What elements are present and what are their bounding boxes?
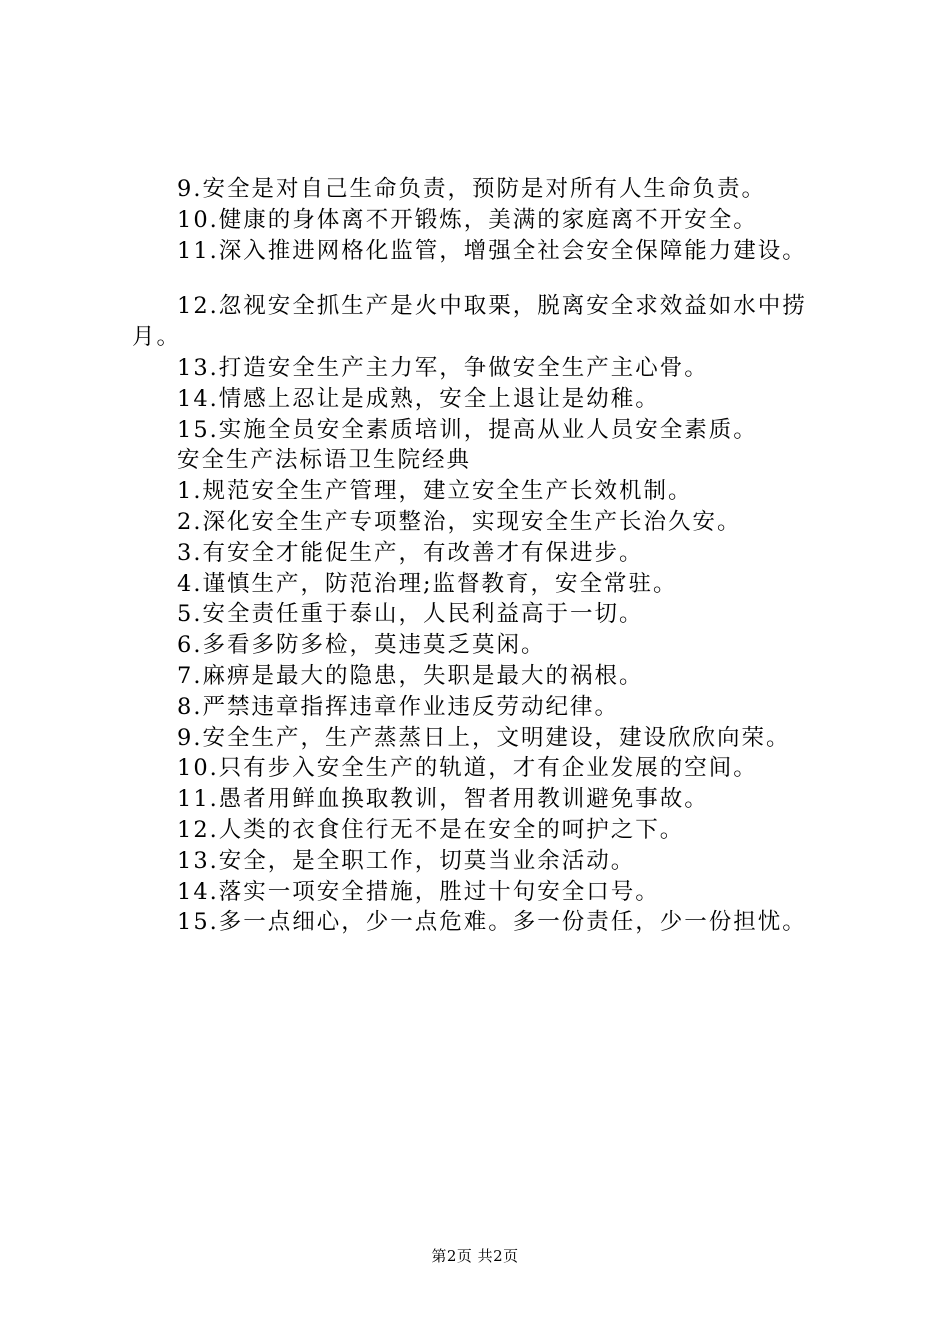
text-line: 5.安全责任重于泰山，人民利益高于一切。	[177, 601, 644, 628]
text-line: 6.多看多防多检，莫违莫乏莫闲。	[177, 632, 546, 659]
text-line: 15.实施全员安全素质培训，提高从业人员安全素质。	[177, 416, 758, 443]
text-line: 14.情感上忍让是成熟，安全上退让是幼稚。	[177, 385, 660, 412]
text-line: 13.安全，是全职工作，切莫当业余活动。	[177, 847, 636, 874]
document-body	[132, 174, 832, 938]
text-line: 9.安全生产，生产蒸蒸日上，文明建设，建设欣欣向荣。	[177, 724, 791, 751]
text-line: 1.规范安全生产管理，建立安全生产长效机制。	[177, 478, 693, 505]
paragraph-gap	[132, 266, 832, 291]
text-line: 12.人类的衣食住行无不是在安全的呵护之下。	[177, 816, 685, 843]
text-line: 4.谨慎生产，防范治理;监督教育，安全常驻。	[177, 570, 678, 597]
text-line: 14.落实一项安全措施，胜过十句安全口号。	[177, 878, 660, 905]
text-line: 10.健康的身体离不开锻炼，美满的家庭离不开安全。	[177, 206, 758, 233]
text-line: 13.打造安全生产主力军，争做安全生产主心骨。	[177, 354, 709, 381]
text-line: 11.深入推进网格化监管，增强全社会安全保障能力建设。	[177, 237, 807, 264]
page-footer: 第2页 共2页	[431, 1247, 519, 1265]
text-line: 7.麻痹是最大的隐患，失职是最大的祸根。	[177, 662, 644, 689]
text-line: 3.有安全才能促生产，有改善才有保进步。	[177, 539, 644, 566]
text-line: 15.多一点细心，少一点危难。多一份责任，少一份担忧。	[177, 909, 807, 936]
section-heading: 安全生产法标语卫生院经典	[177, 447, 472, 474]
text-line: 12.忽视安全抓生产是火中取栗，脱离安全求效益如水中捞月。	[132, 293, 807, 351]
text-line: 8.严禁违章指挥违章作业违反劳动纪律。	[177, 693, 619, 720]
text-line: 11.愚者用鲜血换取教训，智者用教训避免事故。	[177, 786, 709, 813]
text-line: 10.只有步入安全生产的轨道，才有企业发展的空间。	[177, 755, 758, 782]
text-line: 9.安全是对自己生命负责，预防是对所有人生命负责。	[177, 176, 766, 202]
text-line: 2.深化安全生产专项整治，实现安全生产长治久安。	[177, 508, 742, 535]
